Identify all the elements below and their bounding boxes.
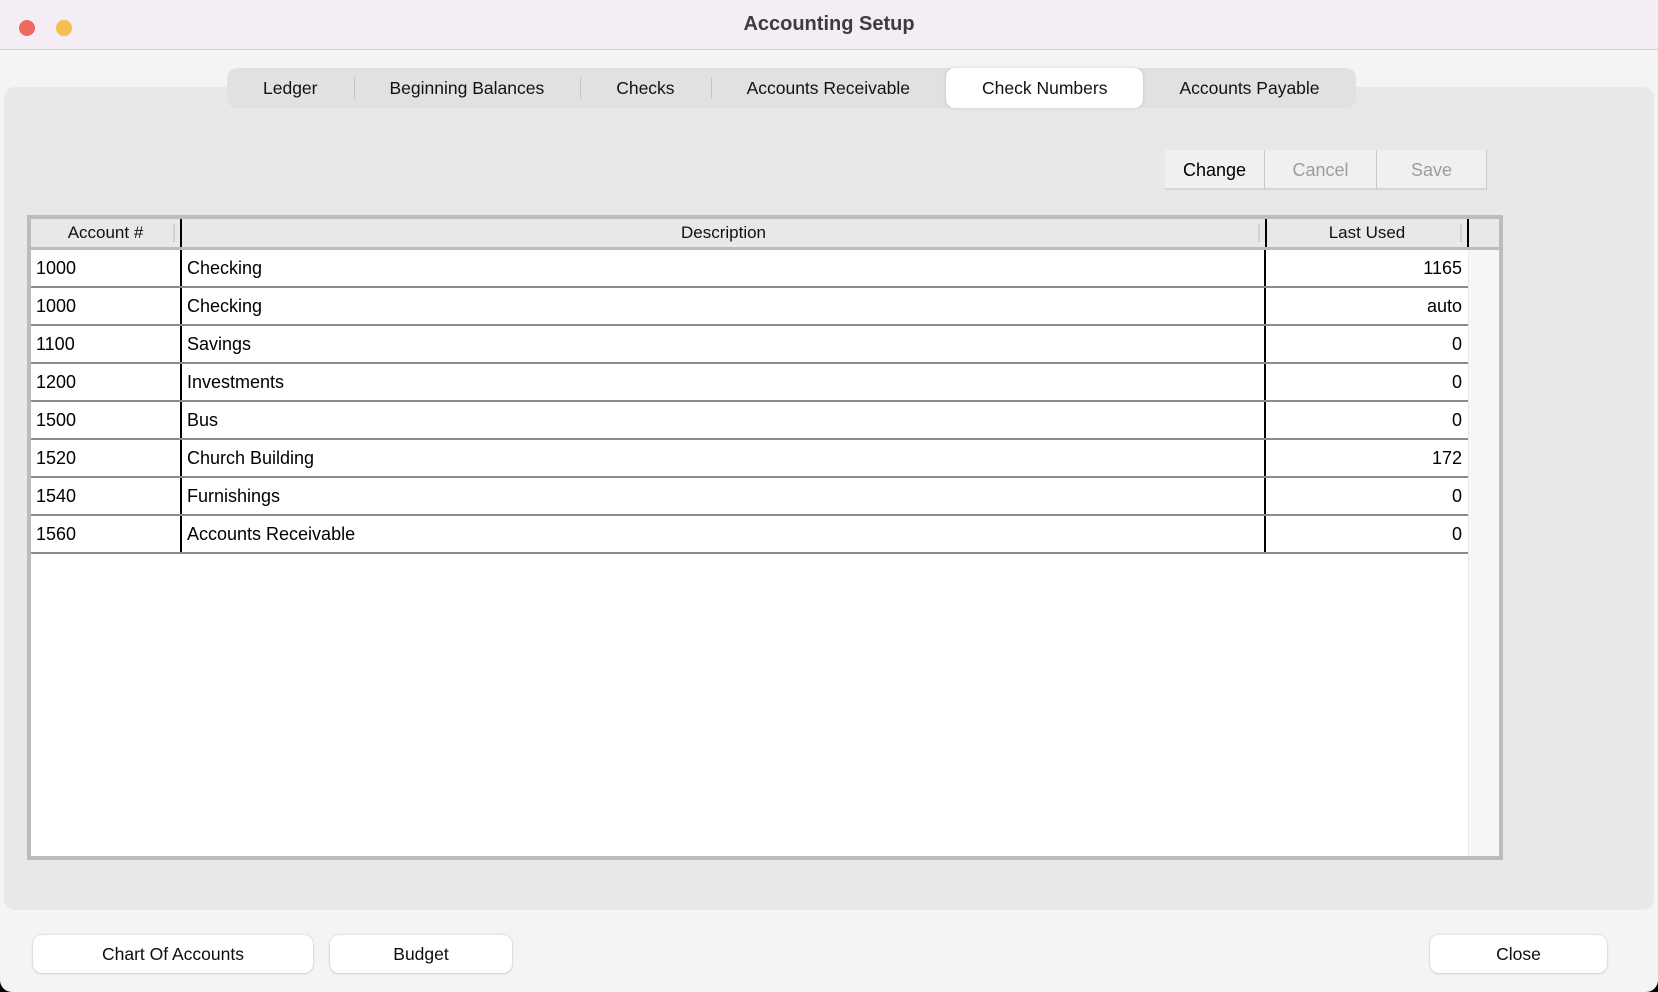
tab-checks[interactable]: Checks [580, 68, 710, 108]
table-empty-area [31, 554, 1468, 856]
account-number-cell[interactable]: 1100 [31, 326, 182, 362]
description-cell[interactable]: Investments [182, 364, 1266, 400]
titlebar [0, 0, 1658, 50]
account-number-cell[interactable]: 1540 [31, 478, 182, 514]
close-button[interactable]: Close [1430, 935, 1607, 973]
table-row[interactable] [31, 288, 1468, 326]
table-row[interactable] [31, 440, 1468, 478]
chart-of-accounts-button[interactable]: Chart Of Accounts [33, 935, 313, 973]
budget-button[interactable]: Budget [330, 935, 512, 973]
check-numbers-table [27, 215, 1503, 860]
last-used-cell[interactable]: 0 [1451, 371, 1462, 392]
header-account-number[interactable]: Account # [31, 219, 182, 247]
header-description[interactable]: Description [182, 219, 1267, 247]
table-row[interactable] [31, 250, 1468, 288]
table-row[interactable] [31, 326, 1468, 364]
edit-actions [1165, 150, 1487, 190]
last-used-cell[interactable]: 0 [1451, 409, 1462, 430]
table-header [31, 219, 1499, 250]
last-used-cell[interactable]: 172 [1431, 447, 1462, 468]
description-cell[interactable]: Checking [182, 288, 1266, 324]
description-cell[interactable]: Checking [182, 250, 1266, 286]
tab-accounts-receivable[interactable]: Accounts Receivable [711, 68, 946, 108]
description-cell[interactable]: Church Building [182, 440, 1266, 476]
account-number-cell[interactable]: 1200 [31, 364, 182, 400]
tab-check-numbers[interactable]: Check Numbers [946, 68, 1143, 108]
save-button[interactable]: Save [1377, 150, 1487, 190]
account-number-cell[interactable]: 1560 [31, 516, 182, 552]
window-title: Accounting Setup [743, 13, 915, 35]
account-number-cell[interactable]: 1000 [31, 288, 182, 324]
description-cell[interactable]: Savings [182, 326, 1266, 362]
last-used-cell[interactable]: 0 [1451, 485, 1462, 506]
table-row[interactable] [31, 478, 1468, 516]
account-number-cell[interactable]: 1500 [31, 402, 182, 438]
table-scrollbar-track[interactable] [1468, 250, 1499, 856]
account-number-cell[interactable]: 1520 [31, 440, 182, 476]
table-row[interactable] [31, 364, 1468, 402]
description-cell[interactable]: Accounts Receivable [182, 516, 1266, 552]
description-cell[interactable]: Bus [182, 402, 1266, 438]
account-number-cell[interactable]: 1000 [31, 250, 182, 286]
cancel-button[interactable]: Cancel [1265, 150, 1377, 190]
last-used-cell[interactable]: 1165 [1423, 257, 1462, 278]
tab-bar [227, 68, 1356, 108]
tab-accounts-payable[interactable]: Accounts Payable [1179, 77, 1320, 98]
table-rows [31, 250, 1468, 856]
change-button[interactable]: Change [1165, 150, 1265, 190]
header-last-used[interactable]: Last Used [1267, 219, 1469, 247]
table-row[interactable] [31, 516, 1468, 554]
table-body [31, 250, 1499, 856]
last-used-cell[interactable]: 0 [1451, 333, 1462, 354]
header-scrollbar-gutter [1469, 219, 1499, 247]
tab-ledger[interactable]: Ledger [263, 77, 318, 98]
last-used-cell[interactable]: auto [1426, 295, 1462, 316]
tab-beginning-balances[interactable]: Beginning Balances [354, 68, 581, 108]
table-row[interactable] [31, 402, 1468, 440]
last-used-cell[interactable]: 0 [1451, 523, 1462, 544]
description-cell[interactable]: Furnishings [182, 478, 1266, 514]
